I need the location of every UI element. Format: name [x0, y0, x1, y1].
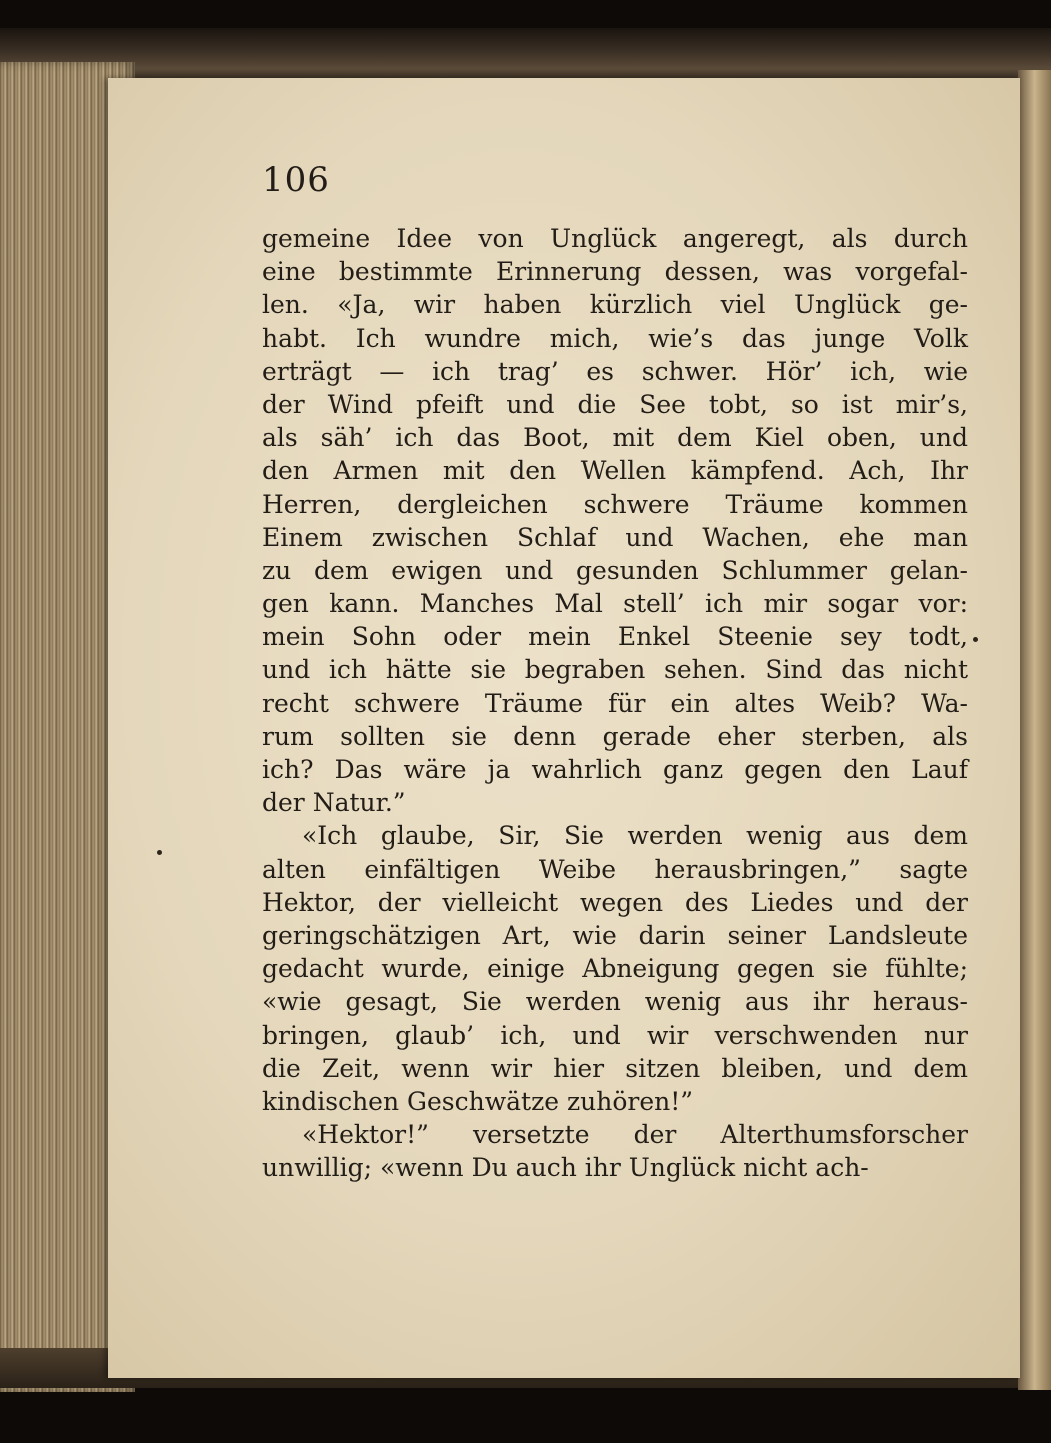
page-stack-right [1018, 70, 1051, 1390]
text-line: «Hektor!” versetzte der Alterthumsforscher [302, 1120, 968, 1150]
page-number: 106 [262, 160, 330, 200]
text-line: len. «Ja, wir haben kürzlich viel Unglück ge- [262, 290, 968, 320]
text-line: «Ich glaube, Sir, Sie werden wenig aus dem [302, 821, 968, 851]
text-line: als säh’ ich das Boot, mit dem Kiel oben, und [262, 423, 968, 453]
page-text [262, 222, 968, 1184]
text-line: der Natur.” [262, 788, 406, 818]
text-line: eine bestimmte Erinnerung dessen, was vorgefal- [262, 257, 968, 287]
text-line: unwillig; «wenn Du auch ihr Unglück nicht ach- [262, 1153, 869, 1183]
text-line: habt. Ich wundre mich, wie’s das junge Volk [262, 323, 968, 353]
margin-speck [973, 637, 978, 642]
text-line: erträgt — ich trag’ es schwer. Hör’ ich, wie [262, 356, 968, 386]
text-line: recht schwere Träume für ein altes Weib? Wa- [262, 688, 968, 718]
text-line: die Zeit, wenn wir hier sitzen bleiben, und dem [262, 1053, 968, 1083]
margin-speck [157, 850, 162, 855]
text-line: alten einfältigen Weibe herausbringen,” sagte [262, 854, 968, 884]
paragraph [262, 222, 968, 819]
text-line: ich? Das wäre ja wahrlich ganz gegen den Lauf [262, 755, 968, 784]
text-line: der Wind pfeift und die See tobt, so ist mir’s, [262, 389, 968, 419]
text-line: geringschätzigen Art, wie darin seiner Landsleute [262, 920, 968, 950]
text-line: kindischen Geschwätze zuhören!” [262, 1086, 694, 1116]
text-line: bringen, glaub’ ich, und wir verschwenden nur [262, 1020, 968, 1050]
text-line: den Armen mit den Wellen kämpfend. Ach, Ihr [262, 456, 968, 486]
paragraph [262, 819, 968, 1118]
text-line: gedacht wurde, einige Abneigung gegen sie fühlte; [262, 954, 968, 984]
text-line: «wie gesagt, Sie werden wenig aus ihr heraus- [262, 987, 968, 1017]
text-line: mein Sohn oder mein Enkel Steenie sey todt, [262, 622, 968, 652]
text-line: rum sollten sie denn gerade eher sterben, als [262, 721, 968, 751]
text-line: zu dem ewigen und gesunden Schlummer gelan- [262, 555, 968, 585]
text-line: Einem zwischen Schlaf und Wachen, ehe man [262, 522, 968, 552]
text-line: und ich hätte sie begraben sehen. Sind das nicht [262, 655, 968, 685]
paragraph [262, 1118, 968, 1184]
text-line: gemeine Idee von Unglück angeregt, als durch [262, 224, 968, 253]
text-line: gen kann. Manches Mal stell’ ich mir sogar vor: [262, 589, 968, 619]
text-line: Hektor, der vielleicht wegen des Liedes und der [262, 887, 968, 917]
text-line: Herren, dergleichen schwere Träume kommen [262, 489, 968, 519]
